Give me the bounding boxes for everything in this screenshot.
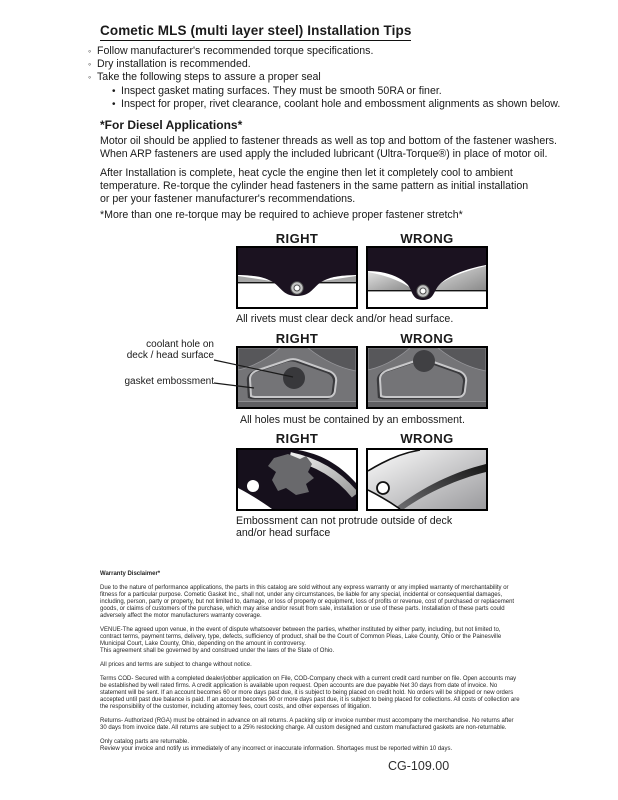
disclaimer-paragraph: VENUE-The agreed upon venue, in the event of dispute whatsoever between the parties, whether instituted by either party, including, but not limited to, contract terms, payment terms, delivery, type, defects, sufficiency of product, shall be the Court of Common Pleas, Lake County, Ohio or the Painesville Municipal Court, Lake County, Ohio, depending on the amount in controversy.: [100, 627, 502, 647]
caption-line: and/or head surface: [236, 527, 331, 539]
list-item: [88, 58, 560, 71]
disclaimer-heading: Warranty Disclaimer*: [100, 571, 161, 577]
retorque-note: *More than one re-torque may be required to achieve proper fastener stretch*: [100, 209, 463, 221]
disclaimer-paragraph: Terms COD- Secured with a completed dealer/jobber application on File, COD-Company check with a current credit card number on file. Open accounts may be established by well rated firms. A credit application is available upon request. Open accounts are due payable Net 30 days from date of invoice. No statement will be sent. If an account becomes 60 or more days past due, it is subject to being placed on credit hold. No orders will be shipped or new orders accepted until past due balance is paid. If an account becomes 90 or more days past due, it is subject to being placed for collections. All costs of collection are the responsibility of the customer, including attorney fees, court costs, and other expenses of litigation.: [100, 676, 520, 710]
list-item-text: Dry installation is recommended.: [97, 58, 251, 71]
page-code: CG-109.00: [388, 759, 450, 773]
disclaimer-paragraph: Due to the nature of performance applications, the parts in this catalog are sold without any express warranty or any implied warranty of merchantability or fitness for a particular purpose. Cometic Gasket Inc., shall not, under any circumstances, be liable for any special, incidental or consequential damages, including, person, party or property, but not limited to, damage, or loss of property or equipment, loss of profits or revenue, cost of purchased or replacement goods, or claims of customers of the purchase, which may arise and/or result from sale, installation or use of these parts. Installation of these parts could adversely affect the motor manufacturers warranty coverage.: [100, 585, 515, 619]
list-item-text: Follow manufacturer's recommended torque specifications.: [97, 45, 374, 57]
figure2-right-box: [236, 346, 358, 409]
diesel-paragraph-1: [100, 135, 557, 161]
embossment-containment-wrong-diagram: [368, 348, 486, 407]
paragraph-line: When ARP fasteners are used apply the included lubricant (Ultra-Torque®) in place of motor oil.: [100, 148, 548, 161]
paragraph-line: temperature. Re-torque the cylinder head fasteners in the same pattern as initial installation: [100, 180, 529, 193]
list-item: [88, 45, 560, 58]
filled-bullet-icon: •: [112, 98, 116, 110]
sub-list-item: [88, 98, 560, 111]
figure1-right-label: RIGHT: [275, 231, 319, 246]
sub-list-item-text: Inspect gasket mating surfaces. They must be smooth 50RA or finer.: [121, 84, 442, 97]
figure2-wrong-label: WRONG: [400, 331, 454, 346]
rivet-clearance-right-diagram: [238, 248, 356, 307]
disclaimer-paragraph: Only catalog parts are returnable.: [100, 739, 190, 745]
figures-section: [0, 230, 618, 542]
annotation-line: coolant hole on: [146, 339, 214, 350]
list-item-text: Take the following steps to assure a proper seal: [97, 71, 321, 84]
figure2-right-label: RIGHT: [275, 331, 319, 346]
figure3-wrong-box: [366, 448, 488, 511]
annotation-line: deck / head surface: [126, 349, 214, 361]
diesel-applications-heading: *For Diesel Applications*: [100, 118, 243, 132]
filled-bullet-icon: •: [112, 85, 116, 97]
open-bullet-icon: ◦: [88, 46, 92, 56]
coolant-hole-annotation: [100, 340, 214, 361]
warranty-disclaimer: [100, 571, 520, 760]
diesel-paragraph-2: [100, 167, 528, 207]
caption-line: Embossment can not protrude outside of deck: [236, 515, 453, 527]
figure1-wrong-box: [366, 246, 488, 309]
disclaimer-paragraph: This agreement shall be governed by and construed under the laws of the State of Ohio.: [100, 648, 335, 654]
rivet-clearance-wrong-diagram: [368, 248, 486, 307]
disclaimer-paragraph: Returns- Authorized (RGA) must be obtained in advance on all returns. A packing slip or invoice number must accompany the merchandise. No returns after 30 days from invoice date. All returns are subject to a 25% restocking charge. All custom designed and custom manufactured gaskets are non-returnable.: [100, 718, 514, 731]
open-bullet-icon: ◦: [88, 72, 92, 83]
figure3-caption: [236, 515, 452, 539]
embossment-protrusion-right-diagram: [238, 450, 356, 509]
disclaimer-paragraph: All prices and terms are subject to change without notice.: [100, 662, 252, 668]
paragraph-line: Motor oil should be applied to fastener threads as well as top and bottom of the fastener washers.: [100, 135, 557, 147]
embossment-protrusion-wrong-diagram: [368, 450, 486, 509]
gasket-embossment-annotation: gasket embossment: [124, 376, 214, 387]
figure2-caption: All holes must be contained by an embossment.: [240, 414, 465, 426]
sub-list-item-text: Inspect for proper, rivet clearance, coolant hole and embossment alignments as shown below.: [121, 97, 561, 110]
figure1-caption: All rivets must clear deck and/or head surface.: [236, 313, 454, 325]
installation-tips-list: [88, 45, 560, 111]
figure3-wrong-label: WRONG: [400, 431, 454, 446]
open-bullet-icon: ◦: [88, 59, 92, 70]
paragraph-line: After Installation is complete, heat cycle the engine then let it completely cool to ambient: [100, 167, 513, 179]
paragraph-line: or per your fastener manufacturer's recommendations.: [100, 193, 356, 206]
disclaimer-paragraph: Review your invoice and notify us immediately of any incorrect or inaccurate information. Shortages must be reported within 10 days.: [100, 746, 453, 752]
page-title: Cometic MLS (multi layer steel) Installation Tips: [100, 23, 411, 41]
figure1-wrong-label: WRONG: [400, 231, 454, 246]
figure3-right-label: RIGHT: [275, 431, 319, 446]
figure3-right-box: [236, 448, 358, 511]
figure1-right-box: [236, 246, 358, 309]
embossment-containment-right-diagram: [238, 348, 356, 407]
figure2-wrong-box: [366, 346, 488, 409]
list-item: [88, 71, 560, 84]
sub-list-item: [88, 85, 560, 98]
